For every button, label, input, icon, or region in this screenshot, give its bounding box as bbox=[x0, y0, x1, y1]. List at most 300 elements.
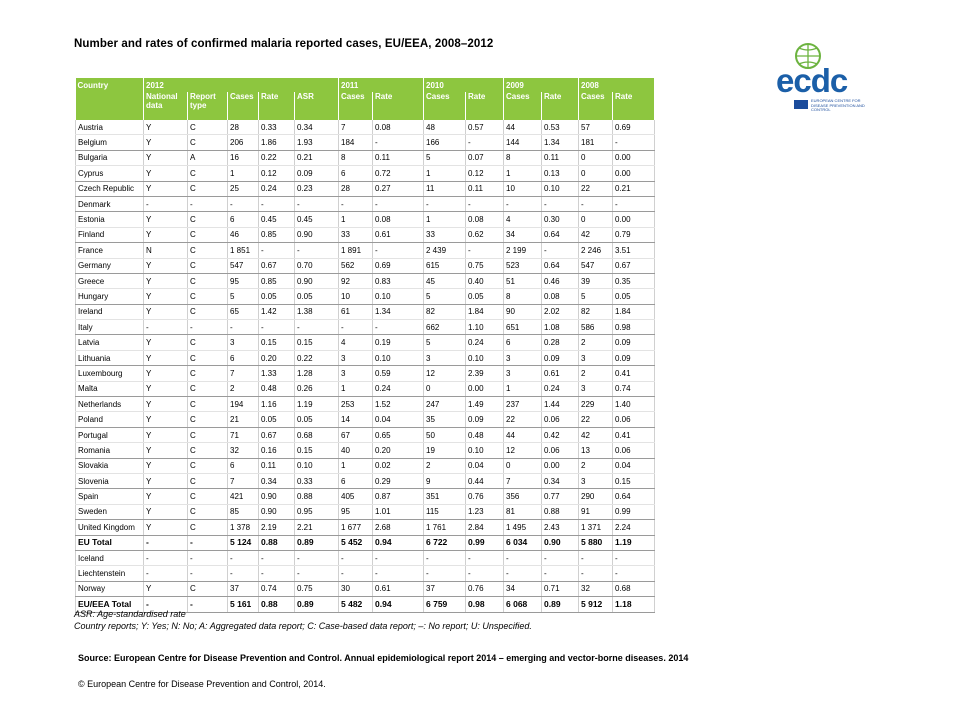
value-cell: - bbox=[295, 566, 339, 581]
value-cell: 0.24 bbox=[259, 181, 295, 196]
page-title: Number and rates of confirmed malaria reported cases, EU/EEA, 2008–2012 bbox=[74, 38, 494, 50]
value-cell: 651 bbox=[504, 320, 542, 335]
value-cell: 21 bbox=[228, 412, 259, 427]
value-cell: 0.15 bbox=[259, 335, 295, 350]
country-cell: United Kingdom bbox=[76, 520, 144, 535]
value-cell: - bbox=[339, 566, 373, 581]
value-cell: 0.67 bbox=[259, 258, 295, 273]
value-cell: 90 bbox=[504, 304, 542, 319]
value-cell: - bbox=[613, 566, 655, 581]
table-row bbox=[76, 550, 655, 565]
value-cell: 0.09 bbox=[466, 412, 504, 427]
value-cell: - bbox=[373, 320, 424, 335]
country-cell: EU/EEA Total bbox=[76, 597, 144, 612]
value-cell: 0.05 bbox=[259, 412, 295, 427]
country-cell: Slovakia bbox=[76, 458, 144, 473]
value-cell: 1.49 bbox=[466, 397, 504, 412]
value-cell: 0.90 bbox=[295, 227, 339, 242]
value-cell: 0.75 bbox=[466, 258, 504, 273]
value-cell: C bbox=[188, 520, 228, 535]
value-cell: 615 bbox=[424, 258, 466, 273]
table-row bbox=[76, 320, 655, 335]
value-cell: 0.45 bbox=[259, 212, 295, 227]
value-cell: 0.05 bbox=[613, 289, 655, 304]
table-row bbox=[76, 427, 655, 442]
value-cell: 0.08 bbox=[466, 212, 504, 227]
value-cell: - bbox=[613, 196, 655, 211]
value-cell: - bbox=[613, 135, 655, 150]
country-cell: Ireland bbox=[76, 304, 144, 319]
value-cell: 0.90 bbox=[295, 273, 339, 288]
value-cell: 7 bbox=[339, 120, 373, 135]
value-cell: 0.06 bbox=[613, 443, 655, 458]
value-cell: 0.89 bbox=[295, 535, 339, 550]
value-cell: Y bbox=[144, 397, 188, 412]
value-cell: 181 bbox=[579, 135, 613, 150]
table-row bbox=[76, 135, 655, 150]
value-cell: - bbox=[373, 243, 424, 258]
value-cell: 0.00 bbox=[613, 212, 655, 227]
header-country: Country bbox=[76, 78, 144, 92]
value-cell: 0.09 bbox=[542, 350, 579, 365]
value-cell: 0.06 bbox=[542, 443, 579, 458]
value-cell: 6 bbox=[339, 166, 373, 181]
country-cell: Hungary bbox=[76, 289, 144, 304]
value-cell: 5 bbox=[228, 289, 259, 304]
note-asr: ASR: Age-standardised rate bbox=[74, 609, 186, 619]
value-cell: 0.22 bbox=[295, 350, 339, 365]
value-cell: 6 068 bbox=[504, 597, 542, 612]
value-cell: 1.18 bbox=[613, 597, 655, 612]
value-cell: - bbox=[373, 135, 424, 150]
table-row bbox=[76, 581, 655, 596]
value-cell: 4 bbox=[504, 212, 542, 227]
logo-subtitle: EUROPEAN CENTRE FOR DISEASE PREVENTION AND CONTROL bbox=[811, 98, 865, 112]
value-cell: 0.65 bbox=[373, 427, 424, 442]
value-cell: Y bbox=[144, 489, 188, 504]
value-cell: 0.61 bbox=[542, 366, 579, 381]
value-cell: 3 bbox=[339, 350, 373, 365]
value-cell: 16 bbox=[228, 150, 259, 165]
country-cell: Malta bbox=[76, 381, 144, 396]
value-cell: 0.61 bbox=[373, 227, 424, 242]
country-cell: Netherlands bbox=[76, 397, 144, 412]
value-cell: 1 bbox=[424, 212, 466, 227]
value-cell: 2.84 bbox=[466, 520, 504, 535]
value-cell: Y bbox=[144, 581, 188, 596]
table-row bbox=[76, 150, 655, 165]
value-cell: 0.74 bbox=[613, 381, 655, 396]
value-cell: - bbox=[228, 566, 259, 581]
value-cell: - bbox=[579, 566, 613, 581]
value-cell: - bbox=[259, 243, 295, 258]
header-year-2012: 2012 bbox=[144, 78, 339, 92]
table-row bbox=[76, 304, 655, 319]
value-cell: A bbox=[188, 150, 228, 165]
value-cell: - bbox=[259, 550, 295, 565]
value-cell: 0.15 bbox=[295, 335, 339, 350]
value-cell: 1 bbox=[339, 212, 373, 227]
value-cell: 0.83 bbox=[373, 273, 424, 288]
value-cell: - bbox=[259, 566, 295, 581]
value-cell: 0.88 bbox=[542, 504, 579, 519]
table-row bbox=[76, 397, 655, 412]
value-cell: 184 bbox=[339, 135, 373, 150]
value-cell: 206 bbox=[228, 135, 259, 150]
value-cell: 0.76 bbox=[466, 489, 504, 504]
value-cell: 0.90 bbox=[259, 489, 295, 504]
value-cell: 0.79 bbox=[613, 227, 655, 242]
value-cell: 0.24 bbox=[373, 381, 424, 396]
value-cell: - bbox=[228, 550, 259, 565]
value-cell: 1 378 bbox=[228, 520, 259, 535]
value-cell: C bbox=[188, 412, 228, 427]
header-report-type: Report type bbox=[188, 92, 228, 120]
value-cell: 1.40 bbox=[613, 397, 655, 412]
country-cell: Latvia bbox=[76, 335, 144, 350]
value-cell: 0.24 bbox=[466, 335, 504, 350]
value-cell: 6 bbox=[339, 473, 373, 488]
value-cell: 0.08 bbox=[373, 212, 424, 227]
value-cell: Y bbox=[144, 504, 188, 519]
value-cell: 1.84 bbox=[613, 304, 655, 319]
value-cell: - bbox=[144, 196, 188, 211]
value-cell: 2 bbox=[579, 335, 613, 350]
value-cell: Y bbox=[144, 520, 188, 535]
value-cell: 0.64 bbox=[542, 227, 579, 242]
value-cell: Y bbox=[144, 258, 188, 273]
value-cell: 1 891 bbox=[339, 243, 373, 258]
value-cell: - bbox=[144, 535, 188, 550]
value-cell: 51 bbox=[504, 273, 542, 288]
value-cell: 44 bbox=[504, 120, 542, 135]
value-cell: Y bbox=[144, 473, 188, 488]
value-cell: 3 bbox=[424, 350, 466, 365]
value-cell: 0.69 bbox=[373, 258, 424, 273]
value-cell: Y bbox=[144, 273, 188, 288]
value-cell: 0.44 bbox=[466, 473, 504, 488]
value-cell: 1.34 bbox=[542, 135, 579, 150]
value-cell: 1.19 bbox=[613, 535, 655, 550]
value-cell: 0.00 bbox=[466, 381, 504, 396]
value-cell: - bbox=[466, 566, 504, 581]
value-cell: 2 bbox=[579, 458, 613, 473]
value-cell: 85 bbox=[228, 504, 259, 519]
value-cell: 0.05 bbox=[466, 289, 504, 304]
country-cell: Luxembourg bbox=[76, 366, 144, 381]
country-cell: France bbox=[76, 243, 144, 258]
value-cell: 1.16 bbox=[259, 397, 295, 412]
value-cell: C bbox=[188, 397, 228, 412]
value-cell: - bbox=[295, 243, 339, 258]
value-cell: 0.24 bbox=[542, 381, 579, 396]
value-cell: 290 bbox=[579, 489, 613, 504]
value-cell: - bbox=[188, 535, 228, 550]
value-cell: 0.68 bbox=[613, 581, 655, 596]
value-cell: 0.67 bbox=[259, 427, 295, 442]
value-cell: 421 bbox=[228, 489, 259, 504]
country-cell: Portugal bbox=[76, 427, 144, 442]
header-rate: Rate bbox=[259, 92, 295, 120]
value-cell: - bbox=[188, 550, 228, 565]
value-cell: 2.02 bbox=[542, 304, 579, 319]
value-cell: 37 bbox=[424, 581, 466, 596]
value-cell: 0.26 bbox=[295, 381, 339, 396]
value-cell: 0.99 bbox=[466, 535, 504, 550]
value-cell: 12 bbox=[424, 366, 466, 381]
value-cell: - bbox=[188, 320, 228, 335]
value-cell: 0.10 bbox=[373, 350, 424, 365]
value-cell: 194 bbox=[228, 397, 259, 412]
value-cell: 2 246 bbox=[579, 243, 613, 258]
value-cell: 7 bbox=[228, 473, 259, 488]
value-cell: 5 161 bbox=[228, 597, 259, 612]
value-cell: Y bbox=[144, 166, 188, 181]
value-cell: 0.88 bbox=[259, 597, 295, 612]
value-cell: 25 bbox=[228, 181, 259, 196]
value-cell: 0.00 bbox=[613, 150, 655, 165]
value-cell: 2.68 bbox=[373, 520, 424, 535]
value-cell: - bbox=[295, 196, 339, 211]
value-cell: 3 bbox=[579, 473, 613, 488]
value-cell: 7 bbox=[228, 366, 259, 381]
header-year-2010: 2010 bbox=[424, 78, 504, 92]
value-cell: 2.24 bbox=[613, 520, 655, 535]
value-cell: - bbox=[228, 320, 259, 335]
value-cell: 6 722 bbox=[424, 535, 466, 550]
value-cell: 0.34 bbox=[259, 473, 295, 488]
value-cell: 0.70 bbox=[295, 258, 339, 273]
value-cell: 2.39 bbox=[466, 366, 504, 381]
value-cell: Y bbox=[144, 212, 188, 227]
value-cell: C bbox=[188, 258, 228, 273]
value-cell: Y bbox=[144, 458, 188, 473]
value-cell: 2 199 bbox=[504, 243, 542, 258]
value-cell: C bbox=[188, 489, 228, 504]
table-row bbox=[76, 335, 655, 350]
value-cell: 351 bbox=[424, 489, 466, 504]
value-cell: - bbox=[144, 597, 188, 612]
value-cell: 3.51 bbox=[613, 243, 655, 258]
value-cell: 0.72 bbox=[373, 166, 424, 181]
value-cell: 2.21 bbox=[295, 520, 339, 535]
header-blank bbox=[76, 92, 144, 120]
value-cell: 0.41 bbox=[613, 427, 655, 442]
value-cell: 0.21 bbox=[295, 150, 339, 165]
value-cell: 6 bbox=[228, 350, 259, 365]
value-cell: 0.10 bbox=[466, 443, 504, 458]
value-cell: - bbox=[295, 550, 339, 565]
table-sub-header-row bbox=[76, 92, 655, 120]
logo-wordmark: ecdc bbox=[776, 62, 848, 99]
value-cell: - bbox=[424, 196, 466, 211]
value-cell: 237 bbox=[504, 397, 542, 412]
value-cell: 46 bbox=[228, 227, 259, 242]
value-cell: 5 bbox=[579, 289, 613, 304]
table-row bbox=[76, 350, 655, 365]
value-cell: 0.30 bbox=[542, 212, 579, 227]
table-row bbox=[76, 566, 655, 581]
value-cell: 0.11 bbox=[542, 150, 579, 165]
value-cell: 10 bbox=[504, 181, 542, 196]
header-cases: Cases bbox=[339, 92, 373, 120]
value-cell: 81 bbox=[504, 504, 542, 519]
value-cell: C bbox=[188, 120, 228, 135]
value-cell: 5 bbox=[424, 289, 466, 304]
value-cell: 1.84 bbox=[466, 304, 504, 319]
value-cell: 9 bbox=[424, 473, 466, 488]
table-total-row bbox=[76, 535, 655, 550]
value-cell: 0 bbox=[504, 458, 542, 473]
value-cell: 0.16 bbox=[259, 443, 295, 458]
value-cell: 0.09 bbox=[295, 166, 339, 181]
malaria-table bbox=[75, 78, 655, 613]
value-cell: 67 bbox=[339, 427, 373, 442]
value-cell: 0.98 bbox=[466, 597, 504, 612]
value-cell: Y bbox=[144, 366, 188, 381]
value-cell: Y bbox=[144, 181, 188, 196]
value-cell: 0.76 bbox=[466, 581, 504, 596]
value-cell: 8 bbox=[339, 150, 373, 165]
value-cell: C bbox=[188, 581, 228, 596]
value-cell: 2 bbox=[424, 458, 466, 473]
value-cell: 0.20 bbox=[373, 443, 424, 458]
table-row bbox=[76, 273, 655, 288]
value-cell: 45 bbox=[424, 273, 466, 288]
table-row bbox=[76, 366, 655, 381]
value-cell: 356 bbox=[504, 489, 542, 504]
value-cell: C bbox=[188, 381, 228, 396]
header-year-2009: 2009 bbox=[504, 78, 579, 92]
value-cell: 0.99 bbox=[613, 504, 655, 519]
value-cell: 0.00 bbox=[613, 166, 655, 181]
value-cell: C bbox=[188, 135, 228, 150]
value-cell: 1.52 bbox=[373, 397, 424, 412]
country-cell: Belgium bbox=[76, 135, 144, 150]
value-cell: 1.23 bbox=[466, 504, 504, 519]
value-cell: - bbox=[424, 550, 466, 565]
value-cell: 0.07 bbox=[466, 150, 504, 165]
value-cell: 0.15 bbox=[613, 473, 655, 488]
value-cell: 229 bbox=[579, 397, 613, 412]
value-cell: - bbox=[613, 550, 655, 565]
value-cell: C bbox=[188, 366, 228, 381]
value-cell: 0.08 bbox=[373, 120, 424, 135]
country-cell: Finland bbox=[76, 227, 144, 242]
value-cell: 0.04 bbox=[466, 458, 504, 473]
value-cell: 91 bbox=[579, 504, 613, 519]
header-rate: Rate bbox=[613, 92, 655, 120]
value-cell: - bbox=[504, 566, 542, 581]
value-cell: - bbox=[373, 196, 424, 211]
value-cell: C bbox=[188, 335, 228, 350]
value-cell: N bbox=[144, 243, 188, 258]
value-cell: 8 bbox=[504, 289, 542, 304]
value-cell: 0.62 bbox=[466, 227, 504, 242]
value-cell: 37 bbox=[228, 581, 259, 596]
country-cell: Romania bbox=[76, 443, 144, 458]
value-cell: 0.40 bbox=[466, 273, 504, 288]
country-cell: Italy bbox=[76, 320, 144, 335]
value-cell: 22 bbox=[579, 412, 613, 427]
value-cell: 0.59 bbox=[373, 366, 424, 381]
value-cell: 562 bbox=[339, 258, 373, 273]
header-year-2011: 2011 bbox=[339, 78, 424, 92]
value-cell: 0.19 bbox=[373, 335, 424, 350]
country-cell: Greece bbox=[76, 273, 144, 288]
value-cell: C bbox=[188, 504, 228, 519]
value-cell: 5 bbox=[424, 150, 466, 165]
table-row bbox=[76, 196, 655, 211]
table-row bbox=[76, 381, 655, 396]
value-cell: C bbox=[188, 273, 228, 288]
value-cell: 44 bbox=[504, 427, 542, 442]
country-cell: Cyprus bbox=[76, 166, 144, 181]
value-cell: 61 bbox=[339, 304, 373, 319]
value-cell: 42 bbox=[579, 227, 613, 242]
value-cell: - bbox=[579, 550, 613, 565]
value-cell: C bbox=[188, 212, 228, 227]
value-cell: 3 bbox=[579, 381, 613, 396]
value-cell: 0.05 bbox=[295, 412, 339, 427]
value-cell: 8 bbox=[504, 150, 542, 165]
value-cell: - bbox=[542, 550, 579, 565]
value-cell: 0.89 bbox=[542, 597, 579, 612]
value-cell: 0.64 bbox=[542, 258, 579, 273]
value-cell: 0.64 bbox=[613, 489, 655, 504]
value-cell: 13 bbox=[579, 443, 613, 458]
value-cell: Y bbox=[144, 227, 188, 242]
value-cell: 0.87 bbox=[373, 489, 424, 504]
value-cell: 0.95 bbox=[295, 504, 339, 519]
table-row bbox=[76, 120, 655, 135]
table-group-header-row bbox=[76, 78, 655, 92]
value-cell: Y bbox=[144, 350, 188, 365]
value-cell: 0.29 bbox=[373, 473, 424, 488]
value-cell: 0.33 bbox=[295, 473, 339, 488]
value-cell: 2.19 bbox=[259, 520, 295, 535]
value-cell: 0.13 bbox=[542, 166, 579, 181]
value-cell: 405 bbox=[339, 489, 373, 504]
value-cell: 32 bbox=[579, 581, 613, 596]
value-cell: 0.22 bbox=[259, 150, 295, 165]
value-cell: 95 bbox=[339, 504, 373, 519]
value-cell: 1 851 bbox=[228, 243, 259, 258]
value-cell: - bbox=[542, 243, 579, 258]
value-cell: 0.06 bbox=[613, 412, 655, 427]
value-cell: - bbox=[542, 196, 579, 211]
value-cell: 71 bbox=[228, 427, 259, 442]
value-cell: - bbox=[188, 196, 228, 211]
value-cell: 6 759 bbox=[424, 597, 466, 612]
header-national-data: National data bbox=[144, 92, 188, 120]
table-row bbox=[76, 443, 655, 458]
country-cell: Norway bbox=[76, 581, 144, 596]
value-cell: 1 bbox=[504, 166, 542, 181]
value-cell: 0.88 bbox=[259, 535, 295, 550]
value-cell: 6 bbox=[228, 212, 259, 227]
value-cell: 1.28 bbox=[295, 366, 339, 381]
value-cell: 3 bbox=[339, 366, 373, 381]
header-rate: Rate bbox=[542, 92, 579, 120]
value-cell: Y bbox=[144, 120, 188, 135]
value-cell: 0.10 bbox=[295, 458, 339, 473]
value-cell: 0.15 bbox=[295, 443, 339, 458]
value-cell: 0.94 bbox=[373, 535, 424, 550]
value-cell: C bbox=[188, 443, 228, 458]
value-cell: 2.43 bbox=[542, 520, 579, 535]
value-cell: 0.04 bbox=[373, 412, 424, 427]
